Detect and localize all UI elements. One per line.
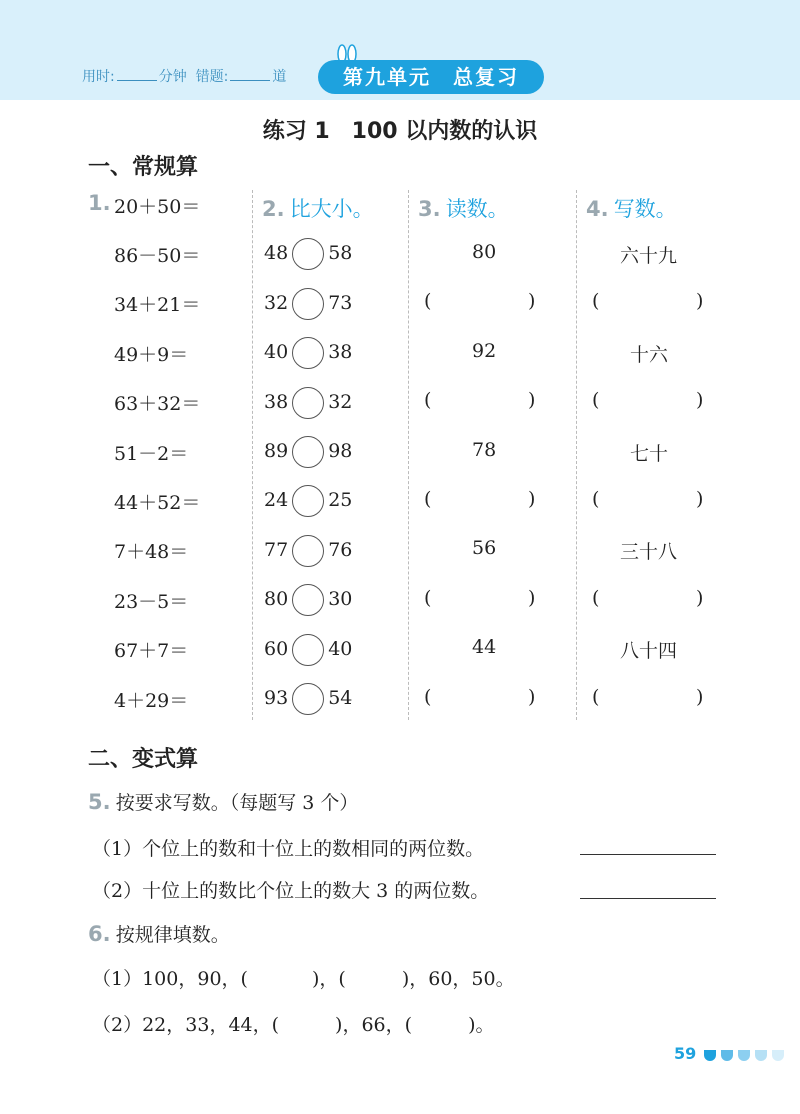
q6-sub1 [92,964,515,991]
q1-item-6: 44＋52＝ [114,492,201,514]
q5-sub2: （2）十位上的数比个位上的数大 3 的两位数。 [92,880,490,902]
q2-right: 76 [328,539,353,561]
q6-number: 6. [88,922,111,946]
q4-header [586,193,677,223]
compare-circle[interactable] [292,584,324,616]
compare-circle[interactable] [292,535,324,567]
q2-left: 93 [264,687,289,709]
q6-sub1-suffix: ，60，50。 [409,968,515,990]
q6-header [88,920,230,947]
compare-circle[interactable] [292,634,324,666]
q4-answer-parens[interactable] [592,686,708,712]
q2-row [264,485,352,517]
q3-label: 读数。 [445,197,509,221]
q2-right: 38 [328,341,353,363]
q2-row [264,238,352,270]
q2-label: 比大小。 [289,197,374,221]
q1-item-10: 4＋29＝ [114,690,189,712]
paren-right: ) [335,1014,343,1036]
compare-circle[interactable] [292,436,324,468]
q4-word-0: 六十九 [620,245,678,267]
q2-right: 73 [328,292,353,314]
q1-item-1: 86－50＝ [114,245,201,267]
q5-sub1: （1）个位上的数和十位上的数相同的两位数。 [92,838,485,860]
q2-right: 58 [328,242,353,264]
q2-right: 25 [328,489,353,511]
q6-sub2-suffix: 。 [475,1014,495,1036]
q3-number: 3. [418,197,441,221]
q2-row [264,387,352,419]
q6-sub2-mid: ，66， [342,1014,405,1036]
unit-badge: 第九单元 总复习 [318,60,544,94]
compare-circle[interactable] [292,288,324,320]
q6-sub2-prefix: （2）22，33，44， [92,1014,272,1036]
paren-left: ( [592,290,600,312]
q2-left: 48 [264,242,289,264]
q1-item-2: 34＋21＝ [114,294,201,316]
compare-circle[interactable] [292,387,324,419]
q2-left: 32 [264,292,289,314]
q6-sub1-mid: ， [319,968,339,990]
q5-label: 按要求写数。（每题写 3 个） [115,792,359,814]
paren-right: ) [528,290,536,312]
paren-left: ( [424,488,432,510]
section-heading-2: 二、变式算 [88,747,199,772]
q3-answer-parens[interactable] [424,290,540,316]
q2-row [264,337,352,369]
page-decoration-dots [702,1048,792,1062]
q5-sub1-answer-line[interactable] [580,854,716,855]
q1-item-7: 7＋48＝ [114,541,189,563]
q2-left: 60 [264,638,289,660]
q2-right: 54 [328,687,353,709]
paren-right: ) [528,389,536,411]
q2-left: 80 [264,588,289,610]
q1-item-9: 67＋7＝ [114,640,189,662]
q1-item-4: 63＋32＝ [114,393,201,415]
compare-circle[interactable] [292,238,324,270]
q6-sub2 [92,1010,495,1037]
q4-number: 4. [586,197,609,221]
q3-number-0: 80 [472,241,497,263]
page-title: 练习 1 100 以内数的认识 [262,119,538,144]
paren-left: ( [271,1014,280,1036]
q4-word-1: 十六 [630,344,669,366]
q2-left: 38 [264,391,289,413]
q4-answer-parens[interactable] [592,389,708,415]
q2-row [264,288,352,320]
q6-label: 按规律填数。 [115,924,230,946]
paren-right: ) [696,389,704,411]
q5-sub2-answer-line[interactable] [580,898,716,899]
q2-left: 89 [264,440,289,462]
q2-left: 24 [264,489,289,511]
paren-left: ( [424,686,432,708]
errors-unit: 道 [272,69,287,85]
q2-right: 32 [328,391,353,413]
paren-right: ) [401,968,410,990]
compare-circle[interactable] [292,485,324,517]
q2-right: 98 [328,440,353,462]
q4-label: 写数。 [613,197,677,221]
compare-circle[interactable] [292,683,324,715]
q3-header [418,193,509,223]
q4-answer-parens[interactable] [592,290,708,316]
paren-right: ) [696,587,704,609]
q3-answer-parens[interactable] [424,488,540,514]
q2-row [264,634,352,666]
paren-left: ( [592,389,600,411]
compare-circle[interactable] [292,337,324,369]
q3-answer-parens[interactable] [424,587,540,613]
q3-number-1: 92 [472,340,497,362]
q4-word-4: 八十四 [620,640,678,662]
paren-left: ( [240,968,248,990]
q3-number-3: 56 [472,537,497,559]
errors-blank[interactable] [230,68,270,81]
paren-left: ( [424,389,432,411]
paren-right: ) [311,968,320,990]
q4-answer-parens[interactable] [592,587,708,613]
q5-number: 5. [88,790,111,814]
paren-left: ( [592,587,600,609]
q2-left: 77 [264,539,289,561]
column-divider [576,190,577,720]
paren-right: ) [468,1014,476,1036]
paren-left: ( [424,290,432,312]
page-number: 59 [674,1044,697,1063]
time-errors-record [82,66,286,86]
q3-answer-parens[interactable] [424,389,540,415]
q4-word-3: 三十八 [620,541,678,563]
section-heading-1: 一、常规算 [88,155,199,180]
paren-right: ) [696,488,704,510]
q6-sub1-prefix: （1）100，90， [92,968,241,990]
q3-number-2: 78 [472,439,497,461]
q2-number: 2. [262,197,285,221]
paren-left: ( [404,1014,413,1036]
time-label: 用时: [82,69,115,85]
time-unit: 分钟 [158,69,187,85]
q1-number: 1. [88,191,111,215]
q1-item-5: 51－2＝ [114,443,189,465]
paren-right: ) [528,488,536,510]
q2-header [262,193,374,223]
q1-item-8: 23－5＝ [114,591,189,613]
q3-number-4: 44 [472,636,497,658]
q4-word-2: 七十 [630,443,669,465]
paren-left: ( [592,488,600,510]
paren-right: ) [528,686,536,708]
paren-right: ) [528,587,536,609]
column-divider [408,190,409,720]
q3-answer-parens[interactable] [424,686,540,712]
q5-header [88,788,358,815]
q2-right: 30 [328,588,353,610]
paren-right: ) [696,290,704,312]
q2-row [264,584,352,616]
q1-item-0: 20＋50＝ [114,196,201,218]
paren-right: ) [696,686,704,708]
paren-left: ( [424,587,432,609]
q2-left: 40 [264,341,289,363]
time-blank[interactable] [117,68,157,81]
q2-row [264,535,352,567]
q2-row [264,683,352,715]
q4-answer-parens[interactable] [592,488,708,514]
paren-left: ( [338,968,346,990]
q2-right: 40 [328,638,353,660]
errors-label: 错题: [195,69,229,85]
paren-left: ( [592,686,600,708]
q1-item-3: 49＋9＝ [114,344,189,366]
q2-row [264,436,352,468]
column-divider [252,190,253,720]
